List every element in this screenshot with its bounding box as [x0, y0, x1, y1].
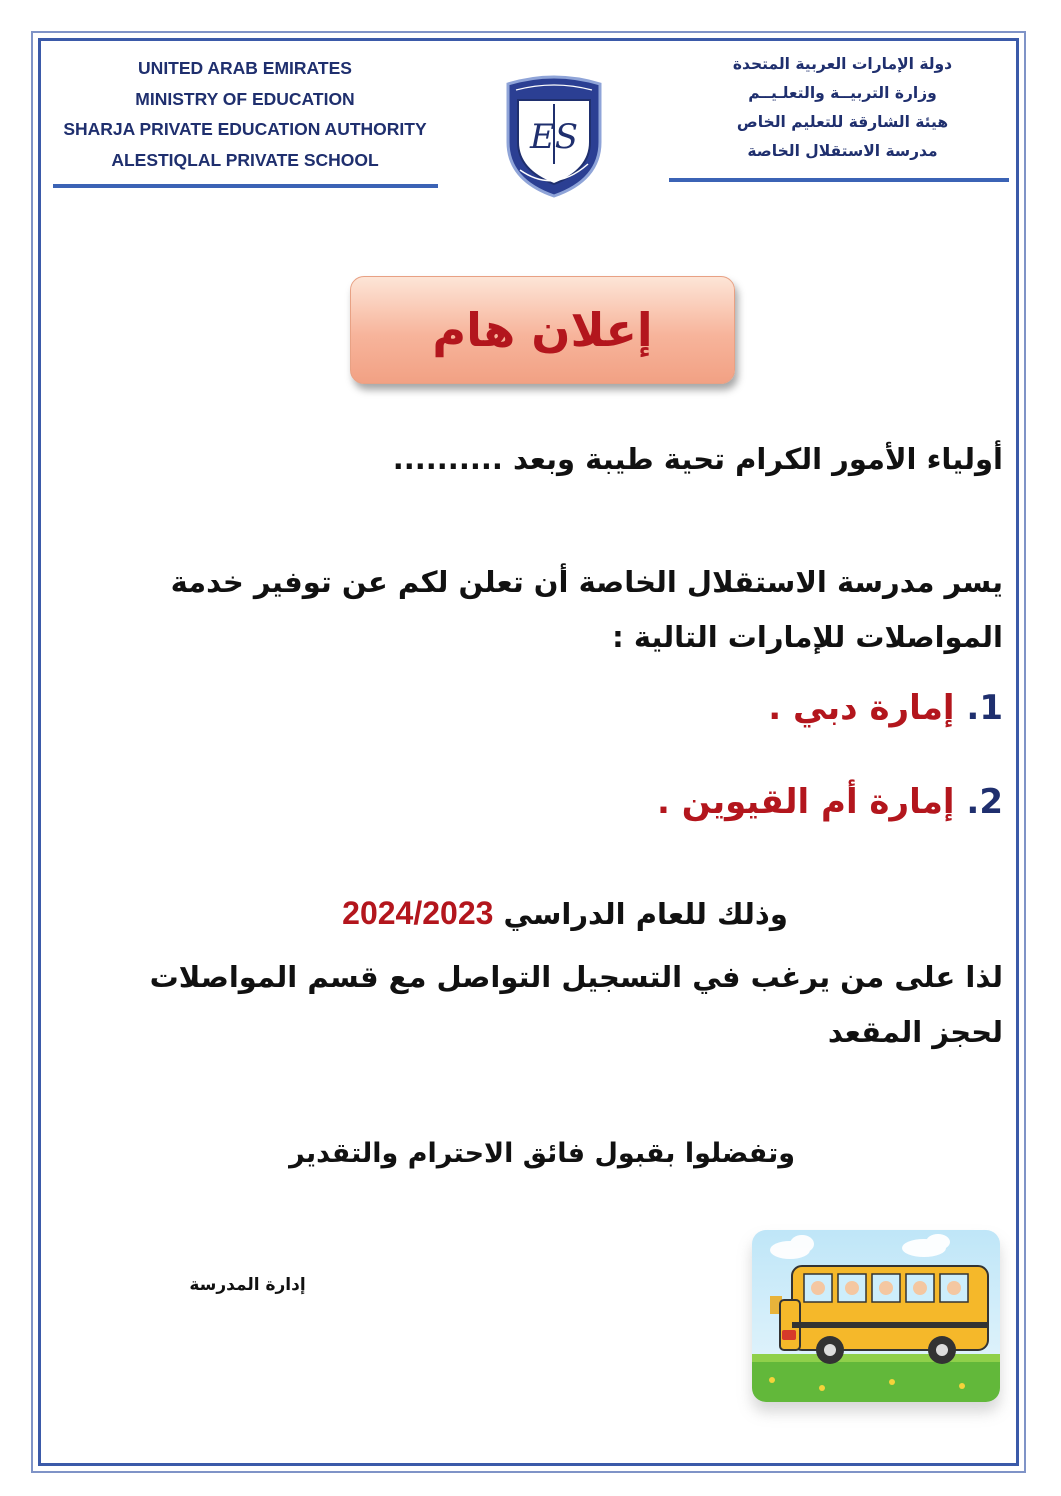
- emirate-number: 1.: [966, 688, 1003, 728]
- header-en-line: SHARJA PRIVATE EDUCATION AUTHORITY: [63, 119, 427, 139]
- academic-year-label: وذلك للعام الدراسي: [503, 897, 788, 931]
- registration-text: لذا على من يرغب في التسجيل التواصل مع قسم المواصلات لحجز المقعد: [149, 960, 1003, 1049]
- closing-text: وتفضلوا بقبول فائق الاحترام والتقدير: [289, 1138, 795, 1169]
- emirate-number: 2.: [966, 782, 1003, 822]
- emirate-item: [657, 782, 1003, 822]
- header-ar-line: مدرسة الاستقلال الخاصة: [747, 142, 938, 160]
- header-en-line: ALESTIQLAL PRIVATE SCHOOL: [111, 149, 379, 170]
- academic-year-line: [340, 895, 790, 932]
- signature: إدارة المدرسة: [189, 1275, 306, 1295]
- emirate-item: [768, 688, 1003, 728]
- emirate-name: إمارة أم القيوين .: [656, 782, 955, 822]
- logo-letters: ES: [529, 117, 579, 157]
- academic-year: 2024/2023: [342, 895, 494, 931]
- intro-paragraph: يسر مدرسة الاستقلال الخاصة أن تعلن لكم عن توفير خدمة المواصلات للإمارات التالية :: [170, 565, 1003, 654]
- header-ar-line: هيئة الشارقة للتعليم الخاص: [736, 113, 949, 131]
- header-rule-right: [669, 178, 1009, 182]
- header-ar-line: وزارة التربيــة والتعلـيــم: [748, 84, 937, 102]
- announcement-title: إعلان هام: [432, 303, 653, 357]
- header-en-line: UNITED ARAB EMIRATES: [138, 58, 352, 78]
- announcement-banner: [350, 276, 735, 384]
- header-arabic: [700, 50, 985, 166]
- header-ar-line: دولة الإمارات العربية المتحدة: [732, 55, 953, 73]
- header-en-line: MINISTRY OF EDUCATION: [135, 88, 355, 109]
- greeting: أولياء الأمور الكرام تحية طيبة وبعد ..........: [392, 442, 1003, 476]
- emirate-name: إمارة دبي .: [768, 688, 955, 728]
- school-logo: [498, 72, 610, 200]
- header-english: [50, 53, 440, 175]
- school-bus-image: [752, 1230, 1000, 1402]
- header-rule-left: [53, 184, 438, 188]
